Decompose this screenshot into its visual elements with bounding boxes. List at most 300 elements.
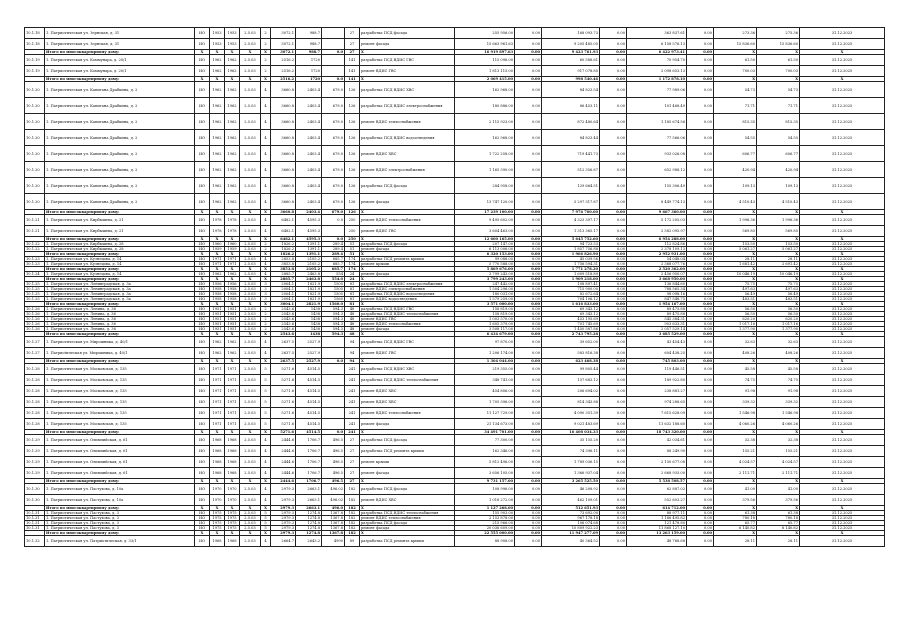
table-cell: X [757, 531, 800, 536]
table-cell: ИО [195, 98, 210, 114]
table-cell: 1. Патриотическая ул. Пастухова, д. 3 [45, 521, 195, 526]
table-cell: 1 756 594.31 [542, 262, 600, 267]
table-cell: 1951 [210, 307, 225, 312]
table-cell: ИО [195, 484, 210, 495]
table-cell: 54 048.04 [627, 257, 687, 262]
table-cell: 10.1.21 [25, 226, 45, 237]
table-cell: 1. Патриотическая ул. Московская, д. 135 [45, 397, 195, 408]
table-cell: 569.85 [757, 226, 800, 237]
table-cell: 189 922.80 [627, 375, 687, 386]
table-cell: 0.00 [600, 364, 627, 375]
table-cell: 0.00 [515, 55, 542, 66]
table-cell: 182 [345, 531, 360, 536]
table-cell: 2.5.03 [240, 39, 261, 50]
table-cell: 0.00 [600, 226, 627, 237]
table-cell: 31.12.2025 [800, 282, 885, 287]
table-cell: 1 017.16 [714, 322, 757, 327]
table-cell: 1438 [296, 322, 322, 327]
table-cell: разработка ПСД фасада [360, 521, 455, 526]
table-cell: 54.55 [757, 130, 800, 146]
table-cell: 5 812 496.00 [455, 457, 515, 468]
table-cell: 32.63 [757, 337, 800, 348]
table-cell: ИО [195, 242, 210, 247]
table-cell: 77 300.00 [455, 435, 515, 446]
table-cell: 0.00 [600, 282, 627, 287]
table-cell: 0.00 [687, 162, 714, 178]
table-cell: X [195, 50, 210, 55]
table-cell: 1962 [225, 194, 240, 210]
table-cell: 606.77 [757, 146, 800, 162]
table-cell: 0.00 [600, 397, 627, 408]
table-cell: 7 976 700.00 [542, 210, 600, 215]
table-cell: 141 [345, 66, 360, 77]
table-cell: X [210, 267, 225, 272]
table-cell: 206 694.02 [542, 386, 600, 397]
table-cell: ремонт ВДИС ХВС [360, 386, 455, 397]
table-cell: 1. Патриотическая ул. Кирбышева, д. 28 [45, 247, 195, 252]
table-cell: 89 [345, 536, 360, 547]
table-cell: 2.5.03 [240, 397, 261, 408]
table-cell: 56.49 [714, 292, 757, 297]
table-cell: 126 [345, 146, 360, 162]
table-cell: 1962 [210, 178, 225, 194]
table-cell: 1. Патриотическая ул. Ленинградская, д. 3а [45, 282, 195, 287]
table-cell: 31.12.2025 [800, 82, 885, 98]
table-cell: 31.12.2025 [800, 66, 885, 77]
table-cell: 7 615 628.09 [627, 408, 687, 419]
table-cell: 1706.7 [296, 446, 322, 457]
table-cell: 89 475.88 [627, 307, 687, 312]
table-cell: 1971 [210, 397, 225, 408]
table-cell: 0.00 [600, 435, 627, 446]
table-cell: 10.1.20 [25, 146, 45, 162]
table-cell: 379.56 [757, 495, 800, 506]
table-cell: 1 377.90 [757, 327, 800, 332]
table-cell: 2885.7 [271, 272, 296, 277]
table-cell: 4 [261, 457, 271, 468]
table-cell: 1968 [225, 435, 240, 446]
table-cell: 1960 [210, 242, 225, 247]
table-cell: X [261, 237, 271, 242]
table-cell: 101 468.49 [627, 98, 687, 114]
table-cell: 2105.2 [296, 257, 322, 262]
table-cell: 0.00 [687, 327, 714, 332]
table-cell: X [757, 479, 800, 484]
table-cell: 1962 [210, 130, 225, 146]
table-cell: 27 [345, 468, 360, 479]
table-cell: 10.1.25 [25, 297, 45, 302]
table-cell: 289.4 [322, 252, 345, 257]
table-cell: 2637.5 [271, 359, 296, 364]
table-cell: 1951 [225, 307, 240, 312]
table-cell: ИО [195, 375, 210, 386]
table-cell: 1. Патриотическая ул. Капитана Драбкина, д. 2 [45, 162, 195, 178]
table-cell: 5271.6 [271, 364, 296, 375]
table-cell: 1438 [296, 317, 322, 322]
table-cell: 82 672.64 [542, 292, 600, 297]
table-cell: X [210, 237, 225, 242]
table-cell: 0.00 [515, 364, 542, 375]
table-cell: 700.03 [714, 66, 757, 77]
table-cell: 0.00 [515, 408, 542, 419]
table-cell: 2979.3 [271, 531, 296, 536]
table-cell: ремонт фасада [360, 526, 455, 531]
table-cell: 155.21 [714, 446, 757, 457]
table-cell: ремонт ВДИС ХВС [360, 495, 455, 506]
table-cell: 2527.9 [296, 359, 322, 364]
table-cell: 99 805.44 [542, 364, 600, 375]
table-cell: 56.50 [714, 307, 757, 312]
table-cell: 988.7 [296, 39, 322, 50]
table-cell: ИО [195, 292, 210, 297]
table-cell: X [210, 50, 225, 55]
table-cell: 0.00 [515, 495, 542, 506]
table-cell: 594.3 [322, 322, 345, 327]
table-cell: 2.5.03 [240, 307, 261, 312]
table-cell: 2.5.03 [240, 386, 261, 397]
table-cell: 65.77 [714, 521, 757, 526]
table-cell: 1821.9 [296, 282, 322, 287]
table-cell: 1560 [322, 297, 345, 302]
table-cell: 0.00 [515, 302, 542, 307]
table-cell: 0.00 [600, 312, 627, 317]
table-cell: ИО [195, 194, 210, 210]
table-cell: 0.00 [687, 397, 714, 408]
table-cell: 1505 [322, 287, 345, 292]
table-cell: 1. Патриотическая ул. Коммунара, д. 20/1 [45, 55, 195, 66]
table-cell: 1951 [225, 327, 240, 332]
table-cell: X [240, 267, 261, 272]
table-cell: 594.3 [322, 332, 345, 337]
table-cell: 174 [345, 262, 360, 267]
table-cell: 0.00 [600, 430, 627, 435]
table-cell: X [240, 302, 261, 307]
table-cell: 496.0 [322, 506, 345, 511]
table-cell: 1962 [225, 82, 240, 98]
table-cell: 40 364.52 [542, 536, 600, 547]
table-cell: ИО [195, 446, 210, 457]
table-cell: 2.5.03 [240, 408, 261, 419]
table-cell: 1962 [225, 98, 240, 114]
table-cell: 2.5.03 [240, 375, 261, 386]
table-cell: 32.38 [714, 435, 757, 446]
table-cell: 42 034.61 [627, 435, 687, 446]
table-cell: 1821.9 [296, 287, 322, 292]
table-cell: 88 249.90 [627, 446, 687, 457]
table-cell: 10.1.20 [25, 98, 45, 114]
table-cell: 31.12.2025 [800, 322, 885, 327]
table-cell: X [360, 359, 455, 364]
table-cell: ремонт ВДИС ХВС [360, 397, 455, 408]
table-cell: 4 060.26 [714, 419, 757, 430]
table-cell: 2516.2 [271, 66, 296, 77]
table-cell: 2543.6 [271, 317, 296, 322]
table-cell: 1971 [225, 375, 240, 386]
table-cell: 5 [261, 408, 271, 419]
table-cell: 1975 [210, 511, 225, 516]
table-cell: 3660.8 [271, 130, 296, 146]
table-row [25, 408, 885, 419]
table-cell: 74 396.11 [542, 446, 600, 457]
table-row [25, 397, 885, 408]
table-cell: Итого по многоквартирному дому: [45, 77, 195, 82]
table-cell: 483.51 [757, 297, 800, 302]
table-cell: ремонт ВДИС электроснабжения [360, 162, 455, 178]
table-cell: ремонт ВДИС ГВС [360, 317, 455, 322]
table-cell: 1971 [225, 408, 240, 419]
table-cell: 5 770 588.00 [455, 262, 515, 267]
table-cell: 56.50 [714, 312, 757, 317]
table-cell: 2.5.03 [240, 516, 261, 521]
table-row [25, 536, 885, 547]
table-cell: 780.18 [757, 516, 800, 521]
table-cell: 94 [345, 348, 360, 359]
table-cell: 1962 [210, 98, 225, 114]
table-cell: 16 408 034.33 [542, 430, 600, 435]
table-cell: 4 [261, 495, 271, 506]
table-cell: 0.00 [515, 194, 542, 210]
table-cell: 31.12.2025 [800, 114, 885, 130]
table-cell: 0.00 [515, 457, 542, 468]
table-cell: 1706.7 [296, 479, 322, 484]
table-cell: 1 705 396.00 [455, 397, 515, 408]
table-cell: разработка ПСД ВДИС водоотведения [360, 130, 455, 146]
table-cell: 496.5 [322, 468, 345, 479]
table-cell: 289.4 [322, 247, 345, 252]
table-cell: 2.5.03 [240, 178, 261, 194]
table-cell: 0.00 [687, 247, 714, 252]
table-cell: X [225, 210, 240, 215]
table-cell: разработка ПСД ВДИС ГВС [360, 337, 455, 348]
table-cell: ИО [195, 66, 210, 77]
table-row [25, 162, 885, 178]
table-cell: X [800, 210, 885, 215]
table-cell: 0.00 [687, 307, 714, 312]
table-cell: 3 [261, 297, 271, 302]
table-cell: X [225, 332, 240, 337]
table-cell: 126 [345, 130, 360, 146]
table-cell: 0.00 [600, 322, 627, 327]
table-cell: 6482.1 [271, 237, 296, 242]
table-cell: 2979.3 [271, 511, 296, 516]
table-cell: 2444.6 [271, 468, 296, 479]
table-cell: 2516.2 [271, 77, 296, 82]
table-cell: 0.00 [687, 114, 714, 130]
table-cell: 453 195.69 [542, 317, 600, 322]
table-cell: 1. Патриотическая ул. Олимпийская, д. 61 [45, 457, 195, 468]
table-cell: 0.00 [687, 277, 714, 282]
table-cell: X [714, 50, 757, 55]
table-cell: 0.00 [687, 66, 714, 77]
table-cell: 11 947 277.09 [542, 531, 600, 536]
table-cell: X [360, 210, 455, 215]
table-cell: 98 098.16 [627, 292, 687, 297]
table-cell: 0.00 [600, 516, 627, 521]
table-cell: 4 [261, 435, 271, 446]
table-cell: X [195, 332, 210, 337]
table-cell: 1. Патриотическая ул. Ленина, д. 36 [45, 327, 195, 332]
table-cell: 91.98 [714, 386, 757, 397]
table-cell: 3072.1 [271, 28, 296, 39]
table-cell: 0.00 [687, 348, 714, 359]
table-cell: X [714, 237, 757, 242]
table-cell: 5 [261, 526, 271, 531]
table-cell: 126 [345, 82, 360, 98]
table-cell: 2403.4 [296, 114, 322, 130]
table-cell: 5271.6 [271, 419, 296, 430]
table-cell: 0.00 [687, 526, 714, 531]
table-cell: 496.02 [322, 484, 345, 495]
table-cell: 0.00 [600, 479, 627, 484]
table-cell: X [225, 237, 240, 242]
table-cell: 1. Патриотическая ул. Капитана Драбкина, д. 2 [45, 146, 195, 162]
table-cell: 0.00 [687, 521, 714, 526]
table-cell: 2 [261, 39, 271, 50]
table-cell: X [225, 302, 240, 307]
table-cell: 2643.2 [296, 536, 322, 547]
table-cell: 1. Патриотическая ул. Московская, д. 135 [45, 375, 195, 386]
table-cell: разработка ПСД ВДИС ХВС [360, 82, 455, 98]
table-cell: 0.00 [687, 77, 714, 82]
table-cell: 408.26 [757, 348, 800, 359]
table-cell: 6 158 576.13 [627, 39, 687, 50]
table-cell: 5 061.27 [714, 247, 757, 252]
table-cell: 56.50 [757, 312, 800, 317]
table-cell: 1960 [225, 242, 240, 247]
table-cell: 28.11 [714, 257, 757, 262]
table-cell: 2.5.03 [240, 194, 261, 210]
table-cell: 20 036 609.00 [455, 526, 515, 531]
table-cell: 0.0 [322, 215, 345, 226]
table-cell: 1971 [225, 257, 240, 262]
table-cell: 594.3 [322, 312, 345, 317]
table-cell: 106 074.68 [542, 521, 600, 526]
table-cell: ремонт фасада [360, 194, 455, 210]
table-cell: 126 [345, 98, 360, 114]
table-cell: 86 453.11 [542, 98, 600, 114]
table-cell: 27 [345, 479, 360, 484]
table-cell: 74.75 [757, 375, 800, 386]
table-cell: 0.00 [515, 277, 542, 282]
table-cell: ИО [195, 364, 210, 375]
table-cell: 2.5.03 [240, 536, 261, 547]
table-cell: X [714, 267, 757, 272]
table-cell: 1. Патриотическая ул. Московская, д. 135 [45, 408, 195, 419]
table-cell: 0.00 [600, 257, 627, 262]
table-cell: X [261, 50, 271, 55]
table-cell: 168 093.73 [542, 28, 600, 39]
table-cell [322, 39, 345, 50]
table-cell: X [360, 506, 455, 511]
table-cell: 2 069 415.00 [455, 77, 515, 82]
table-cell: 61.50 [757, 55, 800, 66]
table-cell: 0.00 [600, 419, 627, 430]
table-cell: 545 384.31 [627, 317, 687, 322]
table-cell: 10 046.19 [714, 272, 757, 277]
table-cell: 1 857 756.88 [542, 247, 600, 252]
table-cell: 2444.6 [271, 446, 296, 457]
table-cell: 31.12.2023 [800, 28, 885, 39]
table-cell: ремонт крыши [360, 457, 455, 468]
table-cell: 0.00 [515, 247, 542, 252]
table-cell: ИО [195, 247, 210, 252]
table-cell: 4 [261, 82, 271, 98]
table-cell: 250 [345, 215, 360, 226]
table-cell: 2004.1 [271, 297, 296, 302]
table-cell: 2444.6 [271, 457, 296, 468]
table-cell: 1962 [210, 82, 225, 98]
table-cell: 9 021 483.69 [542, 419, 600, 430]
table-cell: 2 [261, 312, 271, 317]
table-row [25, 446, 885, 457]
table-cell: 0.00 [687, 130, 714, 146]
table-cell: 2 691.42 [757, 262, 800, 267]
table-cell: 379.56 [714, 495, 757, 506]
table-cell: 27 [345, 28, 360, 39]
table-cell: 1. Патриотическая ул. Московская, д. 135 [45, 364, 195, 375]
table-cell: 155.21 [757, 446, 800, 457]
table-cell: X [240, 77, 261, 82]
table-cell: 15 663 961.63 [455, 39, 515, 50]
table-cell: 1 546.98 [714, 408, 757, 419]
table-cell: 420.94 [714, 162, 757, 178]
table-cell: 3 [261, 287, 271, 292]
table-cell: 2.5.03 [240, 247, 261, 252]
table-cell: ИО [195, 162, 210, 178]
table-cell: 0.0 [322, 77, 345, 82]
table-cell: 1367.8 [322, 511, 345, 516]
table-cell: 1. Патриотическая ул. Кузнецова, д. 14 [45, 262, 195, 267]
table-cell: 569.85 [714, 226, 757, 237]
table-cell: 10.1.31 [25, 526, 45, 531]
table-cell: 10.1.31 [25, 511, 45, 516]
table-cell: 0.00 [515, 526, 542, 531]
table-cell: 1. Патриотическая ул. Капитана Драбкина, д. 2 [45, 130, 195, 146]
table-cell: 1953 [225, 39, 240, 50]
table-cell: 2543.6 [271, 332, 296, 337]
table-cell: 2885.7 [271, 277, 296, 282]
table-cell: X [360, 302, 455, 307]
table-cell: 5 [261, 375, 271, 386]
table-cell: 15 836.60 [757, 39, 800, 50]
table-cell: 2527.9 [296, 337, 322, 348]
table-cell: X [714, 479, 757, 484]
table-row [25, 348, 885, 359]
table-cell: 2 520 362.00 [627, 267, 687, 272]
table-cell: 10.1.30 [25, 484, 45, 495]
table-cell: 158 819.00 [455, 307, 515, 312]
table-cell: ИО [195, 257, 210, 262]
table-cell: 0.00 [515, 252, 542, 257]
table-cell: 136 844.60 [627, 282, 687, 287]
table-cell: 1 018 272.00 [455, 495, 515, 506]
table-cell: 62 887.02 [627, 484, 687, 495]
table-cell: 1367.8 [322, 531, 345, 536]
table-cell: разработка ПСД ВДИС водоотведения [360, 292, 455, 297]
table-cell: 679.0 [322, 194, 345, 210]
table-cell: X [225, 430, 240, 435]
table-cell: 1. Патриотическая ул. Ленинградская, д. 3а [45, 297, 195, 302]
table-cell: 1951 [210, 327, 225, 332]
table-cell: 0.00 [600, 194, 627, 210]
table-cell: 1978 [210, 226, 225, 237]
table-cell: 174 [345, 267, 360, 272]
table-cell: 2 [261, 66, 271, 77]
table-cell: ИО [195, 457, 210, 468]
table-cell: 2.5.03 [240, 226, 261, 237]
table-cell: 241 [345, 430, 360, 435]
table-cell: 153.50 [757, 242, 800, 247]
